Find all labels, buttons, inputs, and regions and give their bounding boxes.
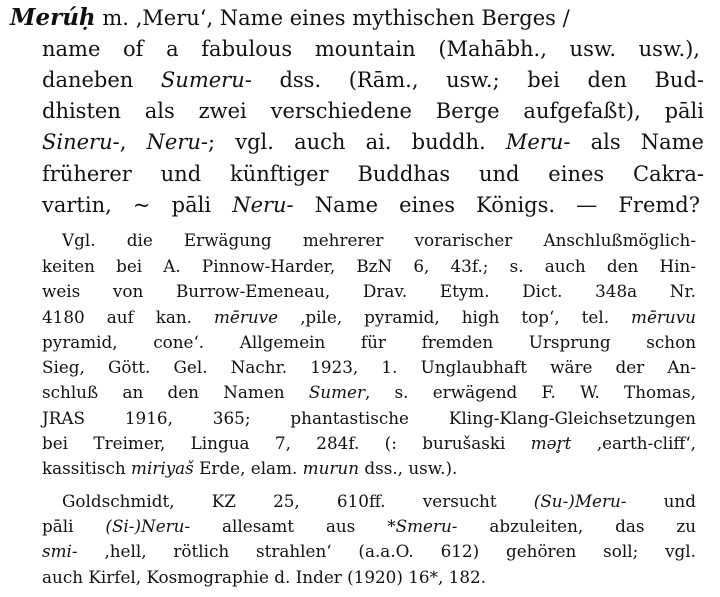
text-segment: ‚pile, pyramid, high top‘, tel. — [278, 307, 632, 327]
italic-term: Sumeru- — [160, 68, 252, 92]
note-line — [42, 256, 696, 276]
italic-term: murun — [302, 458, 360, 478]
entry-line — [42, 99, 704, 123]
line-text: dhisten als zwei verschiedene Berge aufgefaßt), pāli — [42, 99, 704, 123]
entry-line — [42, 68, 704, 92]
entry-line — [42, 130, 704, 154]
line-text: weis von Burrow-Emeneau, Drav. Etym. Dict. 348a Nr. — [42, 281, 696, 301]
italic-term: Neru- — [146, 130, 209, 154]
line-text: JRAS 1916, 365; phantastische Kling-Klang-Gleichsetzungen — [42, 408, 696, 428]
text-segment: vartin, ~ pāli — [42, 193, 233, 217]
note-line — [42, 357, 696, 377]
entry-line-text: m. ‚Meru‘, Name eines mythischen Berges / — [95, 6, 570, 30]
entry-line — [42, 193, 700, 217]
text-segment: als Name — [570, 130, 704, 154]
note-line — [42, 433, 696, 453]
text-segment: Erde, elam. — [193, 458, 303, 478]
text-segment: allesamt aus * — [190, 516, 396, 536]
italic-term: mər̥t — [530, 433, 572, 453]
italic-term: smi- — [42, 541, 78, 561]
line-text: pyramid, cone‘. Allgemein für fremden Ursprung schon — [42, 332, 696, 352]
headword: Merúḥ — [10, 4, 96, 31]
italic-term: mēruvu — [631, 307, 696, 327]
italic-term: mēruve — [214, 307, 279, 327]
text-segment: kassitisch — [42, 458, 132, 478]
text-segment: dss., usw.). — [359, 458, 458, 478]
line-text: keiten bei A. Pinnow-Harder, BzN 6, 43f.; s. auch den Hin- — [42, 256, 696, 276]
note-line — [42, 541, 696, 561]
line-text: Vgl. die Erwägung mehrerer vorarischer Anschlußmöglich- — [62, 230, 696, 250]
italic-term: (Su-)Meru- — [533, 491, 627, 511]
note-line — [42, 408, 696, 428]
text-segment: 4180 auf kan. — [42, 307, 214, 327]
note-line — [42, 458, 457, 478]
note-line — [42, 567, 486, 587]
italic-term: Meru- — [505, 130, 571, 154]
note-line — [62, 491, 696, 511]
entry-line — [42, 162, 704, 186]
text-segment: Goldschmidt, KZ 25, 610ff. versucht — [62, 491, 534, 511]
italic-term: miriyaš — [131, 458, 194, 478]
note-line — [42, 332, 696, 352]
text-segment: abzuleiten, das zu — [457, 516, 697, 536]
line-text: Sieg, Gött. Gel. Nachr. 1923, 1. Unglaubhaft wäre der An- — [42, 357, 696, 377]
note-line — [42, 307, 696, 327]
note-line — [42, 281, 696, 301]
text-segment: schluß an den Namen — [42, 382, 309, 402]
line-text: auch Kirfel, Kosmographie d. Inder (1920) 16*, 182. — [42, 567, 487, 587]
note-line — [42, 516, 696, 536]
text-segment: dss. (Rām., usw.; bei den Bud- — [251, 68, 704, 92]
italic-term: Neru- — [232, 193, 294, 217]
text-segment: bei Treimer, Lingua 7, 284f. (: burušaski — [42, 433, 531, 453]
text-segment: , — [119, 130, 147, 154]
italic-term: (Si-)Neru- — [105, 516, 191, 536]
line-text: name of a fabulous mountain (Mahābh., usw. usw.), — [42, 37, 700, 61]
italic-term: Sumer — [308, 382, 365, 402]
note-line — [42, 382, 696, 402]
text-segment: pāli — [42, 516, 106, 536]
italic-term: Smeru- — [395, 516, 458, 536]
entry-line — [42, 37, 700, 61]
text-segment: Name eines Königs. — Fremd? — [293, 193, 701, 217]
text-segment: ‚earth-cliff‘, — [571, 433, 696, 453]
text-segment: ‚hell, rötlich strahlen‘ (a.a.O. 612) gehören soll; vgl. — [77, 541, 696, 561]
text-segment: ; vgl. auch ai. buddh. — [208, 130, 506, 154]
text-segment: daneben — [42, 68, 161, 92]
text-segment: und — [626, 491, 696, 511]
italic-term: Sineru- — [42, 130, 120, 154]
line-text: früherer und künftiger Buddhas und eines Cakra- — [42, 162, 704, 186]
entry-line — [10, 4, 570, 31]
note-line — [62, 230, 696, 250]
text-segment: , s. erwägend F. W. Thomas, — [364, 382, 696, 402]
